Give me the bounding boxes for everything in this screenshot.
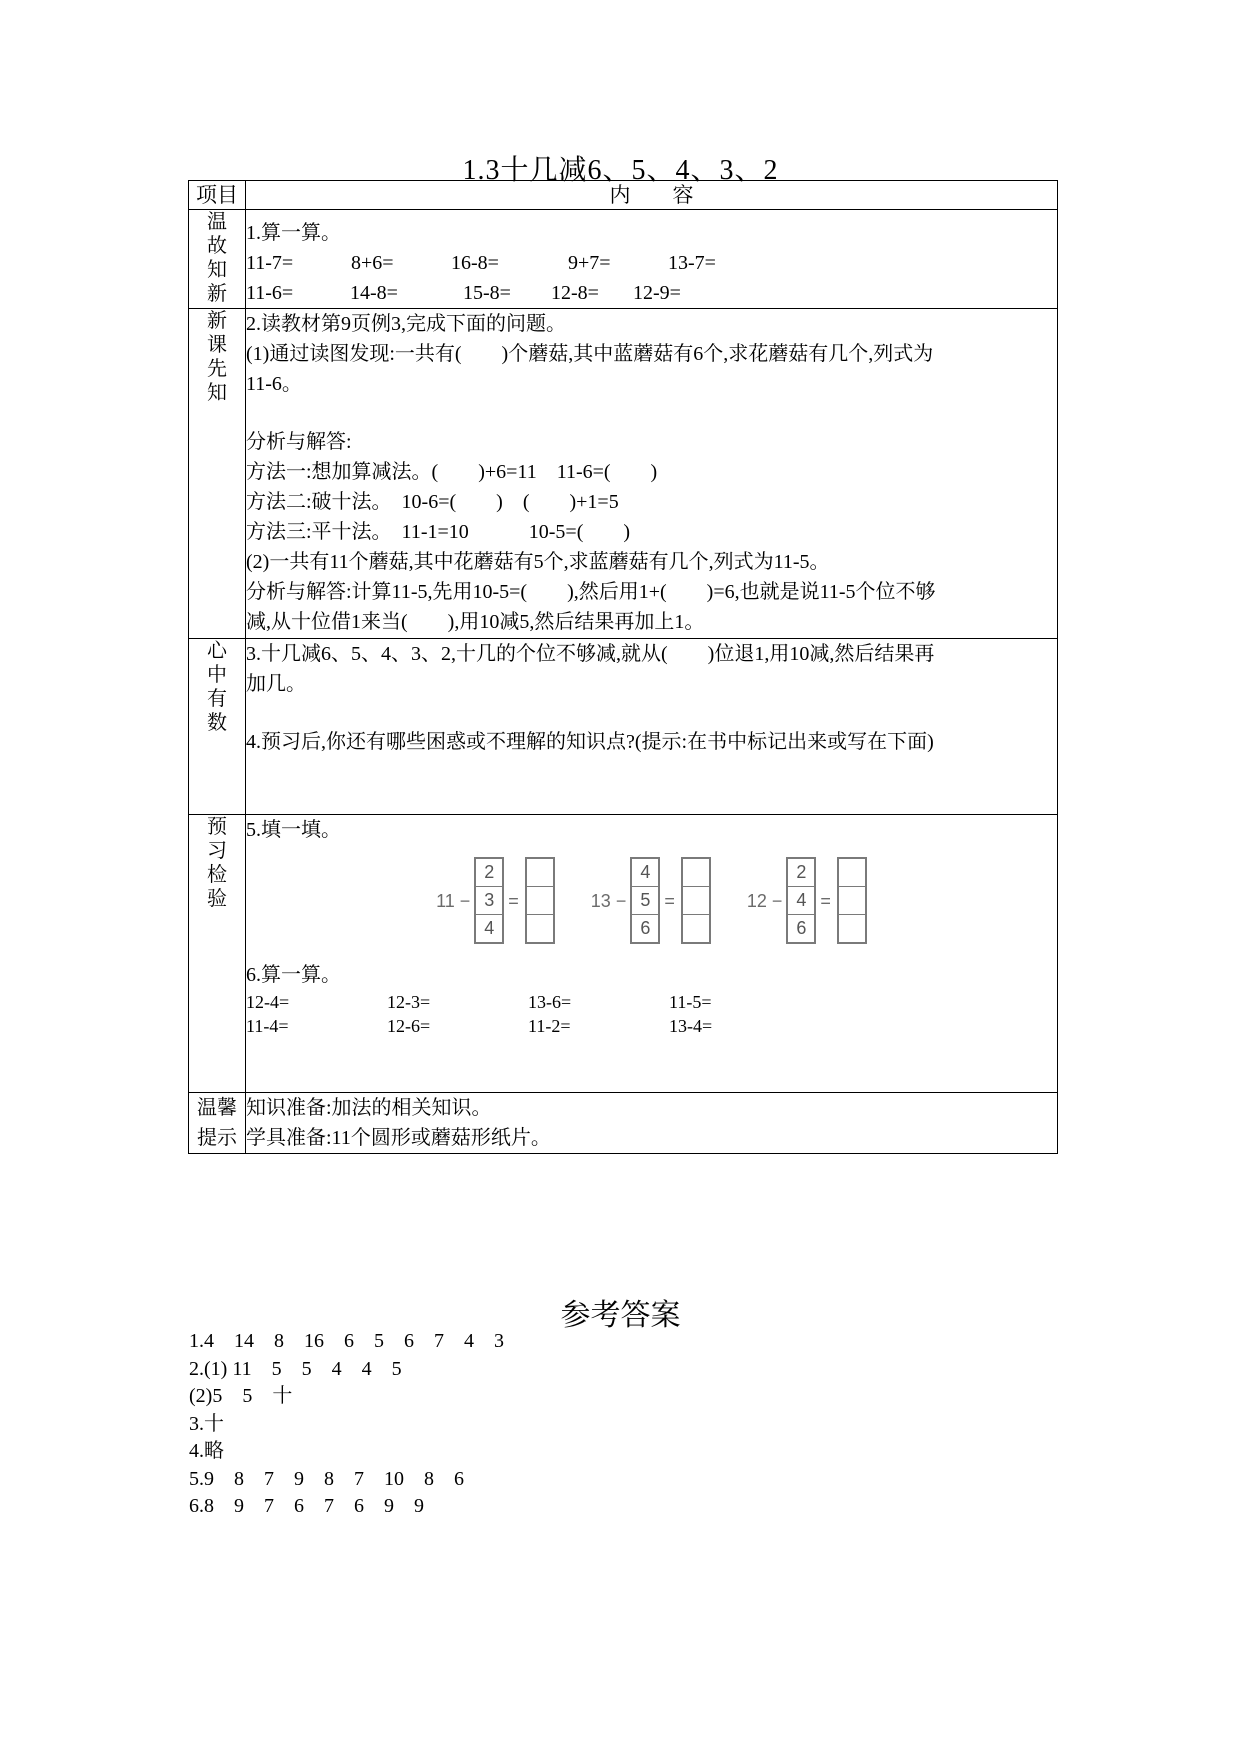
calc-item: 11-4= [246, 1016, 289, 1036]
subtrahend-stack [474, 857, 504, 944]
equals-sign: = [508, 890, 519, 911]
answer-stack[interactable] [837, 857, 867, 944]
analysis-part-2-cont: 减,从十位借1来当( ),用10减5,然后结果再加上1。 [246, 611, 705, 633]
fill-in-figures [246, 857, 1057, 944]
calc-item: 13-4= [669, 1016, 713, 1036]
question-1-row-2 [246, 278, 1057, 308]
subtrahend-box: 5 [632, 887, 658, 915]
calc-item: 11-2= [528, 1016, 571, 1036]
preview-check-content [246, 815, 1058, 1093]
question-1-row-1 [246, 248, 1057, 278]
tips-content [246, 1093, 1058, 1154]
calc-item: 8+6= [351, 252, 394, 274]
answer-box[interactable] [527, 887, 553, 915]
question-6-heading: 6.算一算。 [246, 964, 341, 986]
answer-box[interactable] [683, 887, 709, 915]
tip-materials: 学具准备:11个圆形或蘑菇形纸片。 [246, 1127, 551, 1149]
calc-item: 9+7= [568, 252, 611, 274]
question-2-heading: 2.读教材第9页例3,完成下面的问题。 [246, 313, 566, 335]
row-label-tips: 温馨 提示 [189, 1093, 246, 1154]
calc-item: 12-3= [387, 992, 431, 1012]
minuend-label: 12 − [746, 890, 783, 911]
subtrahend-box: 3 [476, 887, 502, 915]
subtrahend-stack [630, 857, 660, 944]
minuend-label: 11 − [436, 890, 471, 911]
calc-item: 12-6= [387, 1016, 431, 1036]
calc-item: 13-6= [528, 992, 572, 1012]
answers-title: 参考答案 [560, 1299, 681, 1332]
question-3-cont: 加几。 [246, 673, 306, 695]
subtrahend-box: 4 [788, 887, 814, 915]
question-1-heading: 1.算一算。 [246, 222, 341, 244]
answer-box[interactable] [527, 859, 553, 887]
question-6-row-2 [246, 1014, 1057, 1038]
method-2: 方法二:破十法。 10-6=( ) ( )+1=5 [246, 491, 619, 513]
calc-item: 12-9= [633, 282, 681, 304]
question-2-part-1: (1)通过读图发现:一共有( )个蘑菇,其中蓝蘑菇有6个,求花蘑菇有几个,列式为 [246, 343, 934, 365]
fill-figure [591, 857, 711, 944]
calc-item: 15-8= [463, 282, 511, 304]
table-header-row [189, 181, 1058, 210]
tip-knowledge: 知识准备:加法的相关知识。 [246, 1097, 492, 1119]
subtrahend-box: 4 [632, 859, 658, 887]
question-2-part-2: (2)一共有11个蘑菇,其中花蘑菇有5个,求蓝蘑菇有几个,列式为11-5。 [246, 551, 830, 573]
subtrahend-box: 2 [476, 859, 502, 887]
calc-item: 16-8= [451, 252, 499, 274]
method-1: 方法一:想加算减法。( )+6=11 11-6=( ) [246, 461, 658, 483]
equals-sign: = [820, 890, 831, 911]
answer-line: 5.9 8 7 9 8 7 10 8 6 [189, 1467, 464, 1490]
answer-box[interactable] [683, 859, 709, 887]
new-lesson-content [246, 309, 1058, 639]
study-plan-table [188, 180, 1058, 1154]
header-item: 项目 [189, 181, 246, 210]
answer-box[interactable] [527, 915, 553, 942]
question-4: 4.预习后,你还有哪些困惑或不理解的知识点?(提示:在书中标记出来或写在下面) [246, 731, 934, 753]
subtrahend-stack [786, 857, 816, 944]
subtrahend-box: 6 [796, 918, 807, 938]
page-title: 1.3十几减6、5、4、3、2 [462, 155, 779, 186]
header-content: 内 容 [246, 181, 1058, 210]
answer-stack[interactable] [681, 857, 711, 944]
answer-box[interactable] [683, 915, 709, 942]
subtrahend-box: 2 [788, 859, 814, 887]
method-3: 方法三:平十法。 11-1=10 10-5=( ) [246, 521, 631, 543]
summary-content [246, 639, 1058, 815]
answer-line: (2)5 5 十 [189, 1385, 293, 1407]
answer-line: 6.8 9 7 6 7 6 9 9 [189, 1495, 424, 1517]
row-summary [189, 639, 1058, 815]
answer-line: 1.4 14 8 16 6 5 6 7 4 3 [189, 1330, 504, 1352]
row-preview-check [189, 815, 1058, 1093]
answer-stack[interactable] [525, 857, 555, 944]
fill-figure [436, 857, 555, 944]
row-review [189, 210, 1058, 309]
row-label-summary: 心中有数 [189, 639, 246, 815]
subtrahend-box: 6 [640, 918, 651, 938]
subtrahend-box: 4 [484, 918, 495, 938]
calc-item: 14-8= [350, 282, 398, 304]
review-content [246, 210, 1058, 309]
answer-line: 4.略 [189, 1440, 224, 1462]
question-5-heading: 5.填一填。 [246, 819, 341, 841]
analysis-heading: 分析与解答: [246, 431, 352, 453]
row-label-new-lesson: 新课先知 [189, 309, 246, 639]
fill-figure [747, 857, 867, 944]
answers-list [189, 1328, 504, 1521]
row-label-review: 温故知新 [189, 210, 246, 309]
minuend-label: 13 − [590, 890, 627, 911]
answer-box[interactable] [839, 887, 865, 915]
equals-sign: = [664, 890, 675, 911]
analysis-part-2: 分析与解答:计算11-5,先用10-5=( ),然后用1+( )=6,也就是说11-5个位不够 [246, 581, 936, 603]
row-label-preview-check: 预习检验 [189, 815, 246, 1093]
answer-box[interactable] [839, 915, 865, 942]
question-3: 3.十几减6、5、4、3、2,十几的个位不够减,就从( )位退1,用10减,然后结果再 [246, 643, 935, 665]
calc-item: 12-8= [551, 282, 599, 304]
row-tips [189, 1093, 1058, 1154]
question-6-row-1 [246, 990, 1057, 1014]
calc-item: 13-7= [668, 252, 716, 274]
question-2-part-1-formula: 11-6。 [246, 373, 302, 395]
calc-item: 11-6= [246, 282, 294, 304]
answer-box[interactable] [839, 859, 865, 887]
answer-line: 3.十 [189, 1412, 224, 1435]
answer-line: 2.(1) 11 5 5 4 4 5 [189, 1357, 402, 1380]
calc-item: 11-5= [669, 992, 712, 1012]
calc-item: 11-7= [246, 252, 294, 274]
calc-item: 12-4= [246, 992, 290, 1012]
row-new-lesson [189, 309, 1058, 639]
